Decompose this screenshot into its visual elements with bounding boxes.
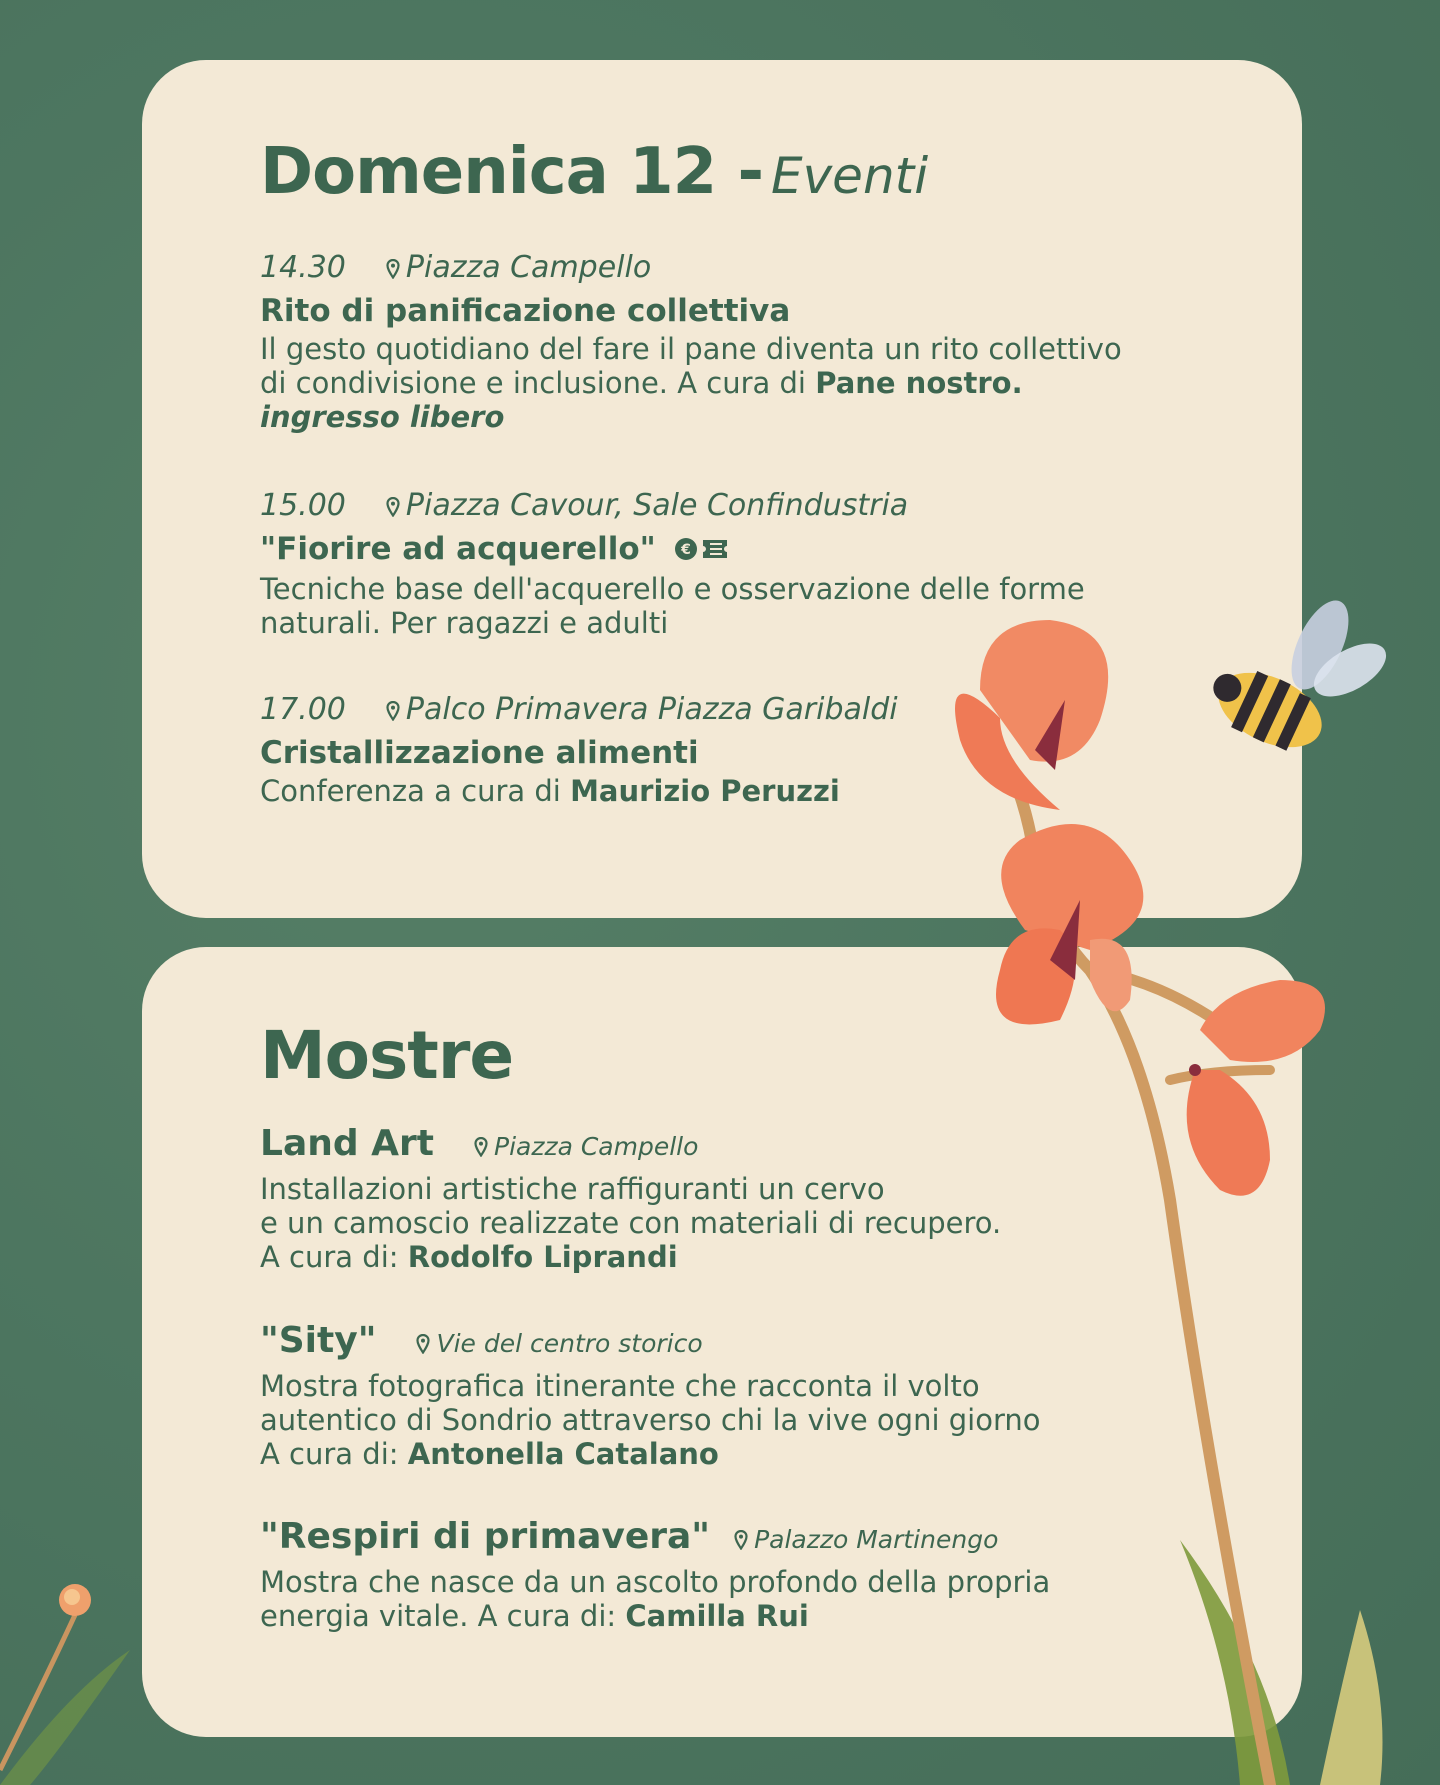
event-time: 17.00: [260, 692, 346, 727]
exhibition-title: Land Art: [260, 1123, 434, 1164]
map-pin-icon: [386, 497, 400, 517]
event-description: Il gesto quotidiano del fare il pane diventa un rito collettivo di condivisione e inclusione. A cura di Pane nostro. ingresso libero: [260, 332, 1122, 434]
exhibition-curator: Camilla Rui: [625, 1599, 809, 1633]
exhibition-location: Piazza Campello: [494, 1132, 699, 1161]
event-title: Rito di panificazione collettiva: [260, 293, 791, 329]
exhibition-location: Vie del centro storico: [436, 1329, 703, 1358]
events-title-suffix: Eventi: [771, 147, 929, 205]
svg-text:€: €: [680, 541, 691, 558]
event-time: 14.30: [260, 250, 346, 285]
event-meta: [260, 488, 1262, 524]
event-entry-note: ingresso libero: [260, 400, 505, 434]
ticket-icon: [700, 537, 730, 561]
event-location: Piazza Cavour, Sale Confindustria: [405, 488, 909, 523]
exhibition-curator: Antonella Catalano: [407, 1437, 719, 1471]
exhibition-description: Mostra che nasce da un ascolto profondo della propria energia vitale. A cura di: Camilla Rui: [260, 1565, 1051, 1633]
exhibition-curator: Rodolfo Liprandi: [407, 1240, 678, 1274]
event-location: Palco Primavera Piazza Garibaldi: [405, 692, 898, 727]
map-pin-icon: [416, 1334, 430, 1354]
exhibition-title: "Respiri di primavera": [260, 1516, 711, 1557]
event-title: Cristallizzazione alimenti: [260, 735, 699, 771]
map-pin-icon: [386, 259, 400, 279]
small-bud-illustration: [0, 1570, 140, 1785]
exhibition-title: "Sity": [260, 1320, 377, 1361]
bee-icon: [1210, 600, 1390, 790]
events-title: Domenica 12 - Eventi: [260, 135, 929, 209]
event-speaker: Maurizio Peruzzi: [570, 774, 840, 808]
event-time: 15.00: [260, 488, 346, 523]
event-item: [260, 250, 1262, 434]
event-description: Tecniche base dell'acquerello e osservazione delle forme naturali. Per ragazzi e adulti: [260, 571, 1085, 640]
map-pin-icon: [386, 701, 400, 721]
exhibition-location: Palazzo Martinengo: [754, 1525, 999, 1554]
euro-coin-icon: [674, 537, 698, 561]
exhibition-description: Installazioni artistiche raffiguranti un cervo e un camoscio realizzate con materiali di recupero. A cura di: Rodolfo Liprandi: [260, 1172, 1002, 1274]
event-meta: [260, 250, 1262, 286]
map-pin-icon: [734, 1530, 748, 1550]
event-description: Conferenza a cura di Maurizio Peruzzi: [260, 774, 840, 808]
map-pin-icon: [474, 1137, 488, 1157]
flower-icon: [955, 620, 1108, 810]
event-location: Piazza Campello: [405, 250, 652, 285]
event-title: "Fiorire ad acquerello" €: [260, 528, 1262, 572]
mostre-title: Mostre: [260, 1017, 514, 1094]
event-organizer: Pane nostro.: [815, 366, 1023, 400]
exhibition-description: Mostra fotografica itinerante che racconta il volto autentico di Sondrio attraverso chi la vive ogni giorno A cura di: Antonella Catalano: [260, 1369, 1041, 1471]
